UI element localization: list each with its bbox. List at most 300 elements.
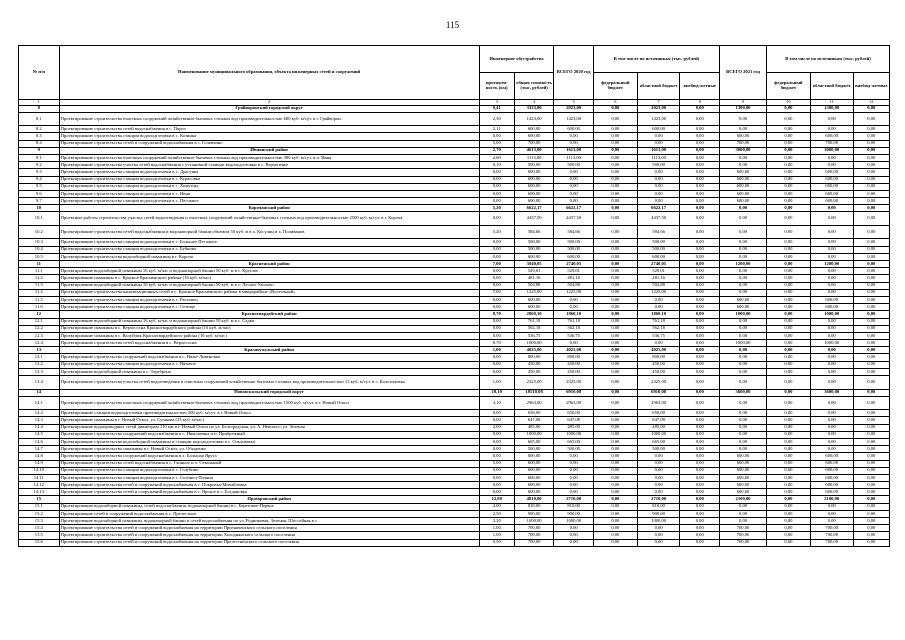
value-cell: 1000,00 — [554, 431, 594, 438]
value-cell: 0,00 — [680, 446, 720, 453]
value-cell: 900,00 — [514, 510, 554, 517]
value-cell: 0,00 — [720, 289, 767, 296]
value-cell: 0,00 — [810, 347, 853, 354]
value-cell: 4025,00 — [637, 347, 680, 354]
value-cell: 0,00 — [853, 482, 889, 489]
value-cell: 0,00 — [479, 453, 514, 460]
value-cell: 0,00 — [479, 361, 514, 368]
value-cell: 0,00 — [479, 282, 514, 289]
row-number: 9.7 — [19, 198, 60, 205]
table-row — [19, 304, 890, 311]
value-cell: 4025,00 — [554, 347, 594, 354]
value-cell: 0,00 — [680, 518, 720, 525]
row-number: 10 — [19, 205, 60, 212]
value-cell: 0,00 — [767, 518, 811, 525]
value-cell: 3,20 — [479, 518, 514, 525]
value-cell: 600,00 — [514, 126, 554, 133]
header-name: Наименование муниципального образования, объекта инженерных сетей и сооружений — [59, 46, 479, 100]
value-cell: 665,00 — [514, 438, 554, 445]
value-cell: 0,00 — [637, 453, 680, 460]
value-cell: 0,00 — [853, 112, 889, 126]
value-cell: 0,00 — [637, 525, 680, 532]
value-cell: 0,00 — [637, 133, 680, 140]
table-row — [19, 126, 890, 133]
value-cell: 0,00 — [720, 431, 767, 438]
value-cell: 0,00 — [637, 140, 680, 147]
value-cell: 0,00 — [680, 474, 720, 481]
value-cell: 0,00 — [853, 162, 889, 169]
value-cell: 2,70 — [479, 147, 514, 154]
value-cell: 0,00 — [593, 176, 637, 183]
value-cell: 600,00 — [720, 198, 767, 205]
value-cell: 0,00 — [680, 169, 720, 176]
value-cell: 0,00 — [767, 496, 811, 503]
value-cell: 1000,00 — [637, 431, 680, 438]
table-row — [19, 183, 890, 190]
value-cell: 4,00 — [479, 503, 514, 510]
value-cell: 0,00 — [720, 325, 767, 332]
value-cell: 2023,00 — [554, 105, 594, 112]
value-cell: 0,00 — [593, 296, 637, 303]
value-cell: 0,00 — [479, 190, 514, 197]
value-cell: 500,00 — [637, 246, 680, 253]
object-name: Проектирование станции водоподготовки производительностью 200 куб. м/сут. в г. Новый Оскол — [59, 410, 479, 417]
value-cell: 0,00 — [853, 126, 889, 133]
row-number: 8.2 — [19, 126, 60, 133]
value-cell: 0,00 — [853, 368, 889, 375]
column-index: 5 — [554, 100, 594, 106]
value-cell: 665,00 — [637, 438, 680, 445]
object-name: Проектирование строительства сетей и сооружений водоснабжения в с. Покровка-Михайловка — [59, 482, 479, 489]
table-row — [19, 539, 890, 546]
object-name: Проектирование строительства скважины в г. Новый Оскол, ул. Обыденко — [59, 446, 479, 453]
table-row — [19, 532, 890, 539]
value-cell: 0,00 — [767, 438, 811, 445]
object-name: Проектирование строительства канализационных сетей в с. Красное Красненского района в микрорайоне «Восточный» — [59, 289, 479, 296]
table-row — [19, 467, 890, 474]
value-cell: 600,00 — [514, 453, 554, 460]
value-cell: 600,00 — [720, 460, 767, 467]
value-cell: 0,00 — [853, 340, 889, 347]
object-name: Проектирование строительства станции водоподготовки в с. Драгунка — [59, 169, 479, 176]
value-cell: 0,00 — [767, 489, 811, 496]
value-cell: 0,00 — [593, 140, 637, 147]
value-cell: 0,00 — [680, 489, 720, 496]
value-cell: 1423,00 — [637, 112, 680, 126]
value-cell: 0,00 — [767, 275, 811, 282]
value-cell: 0,00 — [720, 376, 767, 390]
value-cell: 600,00 — [720, 474, 767, 481]
value-cell: 584,66 — [554, 225, 594, 239]
object-name: Проектирование водопроводных сетей диаметром 110 мм в г. Новый Оскол по ул. Белгородская, ул. А. Невского, ул. Зеленая — [59, 424, 479, 431]
column-index: 9 — [720, 100, 767, 106]
value-cell: 0,00 — [593, 162, 637, 169]
object-name: Проектирование строительства сетей и сооружений водоснабжения на территории Прелестненского сельского поселения — [59, 539, 479, 546]
value-cell: 600,00 — [810, 133, 853, 140]
object-name: Проектирование строительства сооружений водоснабжения в с. Николаевка и п. Прибрежный — [59, 431, 479, 438]
value-cell: 0,00 — [680, 453, 720, 460]
value-cell: 700,00 — [720, 525, 767, 532]
value-cell: 0,00 — [554, 474, 594, 481]
value-cell: 500,00 — [554, 239, 594, 246]
value-cell: 0,00 — [637, 304, 680, 311]
header-sources-2020: В том числе по источникам (тыс. рублей) — [593, 46, 719, 73]
value-cell: 800,00 — [637, 354, 680, 361]
value-cell: 0,00 — [479, 354, 514, 361]
value-cell: 6622,17 — [554, 205, 594, 212]
value-cell: 0,50 — [479, 539, 514, 546]
value-cell: 600,00 — [514, 198, 554, 205]
object-name: Проектирование строительства станции водоподготовки в с. Козинка — [59, 133, 479, 140]
value-cell: 600,00 — [514, 304, 554, 311]
value-cell: 0,00 — [810, 354, 853, 361]
value-cell: 500,00 — [637, 446, 680, 453]
value-cell: 481,16 — [514, 275, 554, 282]
value-cell: 450,00 — [637, 368, 680, 375]
value-cell: 1225,00 — [554, 289, 594, 296]
column-index: 4 — [514, 100, 554, 106]
value-cell: 500,00 — [514, 446, 554, 453]
row-number: 8 — [19, 105, 60, 112]
table-row — [19, 332, 890, 339]
value-cell: 1000,00 — [720, 340, 767, 347]
row-number: 14.12 — [19, 482, 60, 489]
column-index: 6 — [593, 100, 637, 106]
value-cell: 0,00 — [853, 446, 889, 453]
value-cell: 5,20 — [479, 205, 514, 212]
value-cell: 0,00 — [680, 460, 720, 467]
value-cell: 0,00 — [767, 431, 811, 438]
value-cell: 6622,17 — [637, 205, 680, 212]
value-cell: 0,00 — [680, 467, 720, 474]
value-cell: 529,01 — [554, 268, 594, 275]
value-cell: 0,00 — [767, 368, 811, 375]
object-name: Проектирование строительства сетей и сооружений водоснабжения в с. Головчино — [59, 140, 479, 147]
value-cell: 0,00 — [593, 340, 637, 347]
value-cell: 500,00 — [554, 162, 594, 169]
value-cell: 0,00 — [853, 496, 889, 503]
value-cell: 2325,00 — [554, 376, 594, 390]
value-cell: 761,18 — [637, 318, 680, 325]
value-cell: 600,00 — [810, 482, 853, 489]
row-number: 12.4 — [19, 340, 60, 347]
value-cell: 0,00 — [853, 282, 889, 289]
value-cell: 1113,00 — [554, 154, 594, 161]
row-number: 10.1 — [19, 212, 60, 226]
object-name: Проектирование строительства станции водоподготовки в с. Ивня — [59, 190, 479, 197]
object-name: Проектирование строительства сетей и сооружений водоснабжения в с. Ярское и с. Богдановка — [59, 489, 479, 496]
object-name: Проектирование строительства очистных сооружений хозяйственно-бытовых сточных вод производительностью 300 куб. м/сут. в п. Ивня — [59, 154, 479, 161]
table-row — [19, 453, 890, 460]
value-cell: 0,00 — [767, 417, 811, 424]
value-cell: 450,00 — [514, 368, 554, 375]
value-cell: 0,00 — [593, 438, 637, 445]
row-number: 15.4 — [19, 525, 60, 532]
value-cell: 0,00 — [637, 474, 680, 481]
value-cell: 0,00 — [810, 438, 853, 445]
value-cell: 2710,00 — [554, 496, 594, 503]
object-name: Красноужужский район — [59, 347, 479, 354]
value-cell: 529,01 — [637, 268, 680, 275]
value-cell: 0,00 — [593, 453, 637, 460]
value-cell: 0,00 — [593, 190, 637, 197]
row-number: 11.3 — [19, 282, 60, 289]
value-cell: 600,00 — [720, 183, 767, 190]
value-cell: 0,00 — [720, 332, 767, 339]
value-cell: 504,88 — [637, 282, 680, 289]
value-cell: 0,00 — [593, 253, 637, 260]
table-row — [19, 361, 890, 368]
value-cell: 0,00 — [853, 296, 889, 303]
value-cell: 0,00 — [554, 296, 594, 303]
value-cell: 0,00 — [479, 368, 514, 375]
value-cell: 600,00 — [514, 489, 554, 496]
value-cell: 0,00 — [680, 396, 720, 410]
value-cell: 0,00 — [767, 169, 811, 176]
table-row — [19, 482, 890, 489]
district-row — [19, 311, 890, 318]
value-cell: 0,00 — [554, 525, 594, 532]
table-row — [19, 282, 890, 289]
table-body — [19, 105, 890, 546]
value-cell: 0,00 — [720, 225, 767, 239]
row-number: 9.4 — [19, 176, 60, 183]
value-cell: 6910,08 — [554, 389, 594, 396]
value-cell: 0,00 — [853, 361, 889, 368]
value-cell: 600,00 — [720, 190, 767, 197]
value-cell: 810,00 — [514, 503, 554, 510]
value-cell: 1860,10 — [554, 311, 594, 318]
row-number: 11.1 — [19, 268, 60, 275]
value-cell: 0,00 — [853, 354, 889, 361]
value-cell: 600,00 — [554, 126, 594, 133]
value-cell: 485,00 — [514, 424, 554, 431]
value-cell: 600,00 — [810, 176, 853, 183]
value-cell: 8,70 — [479, 340, 514, 347]
header-cost: общая стоимость (тыс. рублей) — [514, 73, 554, 100]
value-cell: 0,00 — [479, 275, 514, 282]
value-cell: 0,00 — [593, 347, 637, 354]
value-cell: 0,00 — [720, 518, 767, 525]
value-cell: 600,00 — [720, 169, 767, 176]
value-cell: 600,00 — [514, 169, 554, 176]
value-cell: 0,00 — [554, 140, 594, 147]
value-cell: 0,00 — [853, 467, 889, 474]
table-row — [19, 340, 890, 347]
value-cell: 600,00 — [810, 453, 853, 460]
value-cell: 0,00 — [767, 212, 811, 226]
value-cell: 0,00 — [767, 460, 811, 467]
value-cell: 0,00 — [810, 225, 853, 239]
value-cell: 0,00 — [853, 396, 889, 410]
value-cell: 0,00 — [680, 318, 720, 325]
row-number: 8.1 — [19, 112, 60, 126]
value-cell: 0,00 — [810, 239, 853, 246]
page-number: 115 — [445, 20, 460, 30]
value-cell: 0,00 — [853, 140, 889, 147]
table-row — [19, 154, 890, 161]
value-cell: 0,00 — [853, 205, 889, 212]
object-name: Грайворонский городской округ — [59, 105, 479, 112]
value-cell: 2740,05 — [637, 261, 680, 268]
value-cell: 0,00 — [479, 467, 514, 474]
object-name: Проектирование строительства станции водоподготовки в с. Большое Песчаное — [59, 239, 479, 246]
value-cell: 0,00 — [853, 268, 889, 275]
value-cell: 0,00 — [767, 410, 811, 417]
row-number: 14.7 — [19, 446, 60, 453]
value-cell: 0,00 — [767, 126, 811, 133]
row-number: 10.2 — [19, 225, 60, 239]
row-number: 12 — [19, 311, 60, 318]
value-cell: 450,00 — [514, 361, 554, 368]
object-name: Красненский район — [59, 261, 479, 268]
value-cell: 0,00 — [593, 261, 637, 268]
value-cell: 2,11 — [479, 126, 514, 133]
value-cell: 1,00 — [479, 532, 514, 539]
value-cell: 500,00 — [514, 162, 554, 169]
value-cell: 0,00 — [853, 410, 889, 417]
value-cell: 0,00 — [593, 368, 637, 375]
value-cell: 0,00 — [767, 105, 811, 112]
value-cell: 600,00 — [810, 460, 853, 467]
value-cell: 0,00 — [554, 453, 594, 460]
object-name: Проектирование строительства станции водоподготовки в с. Бубново — [59, 246, 479, 253]
value-cell: 600,00 — [514, 190, 554, 197]
value-cell: 0,00 — [637, 169, 680, 176]
value-cell: 600,00 — [720, 453, 767, 460]
row-number: 11 — [19, 261, 60, 268]
value-cell: 0,00 — [593, 467, 637, 474]
value-cell: 0,00 — [853, 525, 889, 532]
value-cell: 0,00 — [810, 212, 853, 226]
value-cell: 0,00 — [853, 503, 889, 510]
value-cell: 600,00 — [514, 474, 554, 481]
value-cell: 0,00 — [810, 332, 853, 339]
value-cell: 536,75 — [637, 332, 680, 339]
table-row — [19, 133, 890, 140]
table-row — [19, 239, 890, 246]
value-cell: 0,00 — [853, 304, 889, 311]
value-cell: 1300,00 — [810, 105, 853, 112]
row-number: 14.8 — [19, 453, 60, 460]
object-name: Проектирование строительства станции водоподготовки в с. Вязовое — [59, 361, 479, 368]
value-cell: 0,00 — [593, 482, 637, 489]
value-cell: 0,00 — [593, 474, 637, 481]
value-cell: 0,00 — [593, 332, 637, 339]
value-cell: 0,00 — [767, 318, 811, 325]
value-cell: 0,00 — [810, 431, 853, 438]
object-name: Проектирование строительства очистных сооружений хозяйственно-бытовых сточных вод производительностью 1500 куб. м/сут. в г. Новый Оскол — [59, 396, 479, 410]
value-cell: 0,00 — [853, 424, 889, 431]
value-cell: 0,00 — [720, 438, 767, 445]
value-cell: 0,00 — [593, 311, 637, 318]
value-cell: 0,00 — [853, 376, 889, 390]
value-cell: 500,00 — [554, 246, 594, 253]
value-cell: 0,00 — [637, 467, 680, 474]
object-name: Проектирование строительства станции водоподготовки в с. Хомутцы — [59, 183, 479, 190]
value-cell: 0,00 — [680, 503, 720, 510]
value-cell: 0,00 — [479, 212, 514, 226]
header-regional-2021: областной бюджет — [810, 73, 853, 100]
value-cell: 0,00 — [767, 332, 811, 339]
value-cell: 1200,00 — [720, 261, 767, 268]
value-cell: 600,00 — [514, 133, 554, 140]
row-number: 9.1 — [19, 154, 60, 161]
value-cell: 485,00 — [637, 424, 680, 431]
value-cell: 4025,00 — [514, 347, 554, 354]
value-cell: 0,00 — [593, 431, 637, 438]
value-cell: 0,00 — [810, 446, 853, 453]
object-name: Проектирование строительства сетей водоснабжения в с. Верхососна — [59, 340, 479, 347]
value-cell: 450,00 — [554, 368, 594, 375]
value-cell: 0,00 — [853, 325, 889, 332]
value-cell: 1860,10 — [637, 311, 680, 318]
value-cell: 0,00 — [810, 361, 853, 368]
value-cell: 1000,00 — [810, 311, 853, 318]
table-row — [19, 162, 890, 169]
value-cell: 0,00 — [853, 489, 889, 496]
value-cell: 810,00 — [637, 503, 680, 510]
value-cell: 0,00 — [593, 198, 637, 205]
row-number: 12.1 — [19, 318, 60, 325]
value-cell: 0,00 — [853, 460, 889, 467]
object-name: Проектирование водозаборной скважины, сетей водоснабжения, водонапорной башни в с. Береговое-Первое — [59, 503, 479, 510]
object-name: Проектирование скважины в г. Новый Оскол, ул. Сушкова (25 куб. м/час) — [59, 417, 479, 424]
table-row — [19, 225, 890, 239]
row-number: 8.3 — [19, 133, 60, 140]
value-cell: 0,00 — [554, 169, 594, 176]
value-cell: 0,00 — [593, 105, 637, 112]
value-cell: 0,00 — [554, 467, 594, 474]
row-number: 15.5 — [19, 532, 60, 539]
value-cell: 700,00 — [810, 140, 853, 147]
value-cell: 0,00 — [853, 133, 889, 140]
value-cell: 0,00 — [767, 304, 811, 311]
value-cell: 0,00 — [767, 176, 811, 183]
object-name: Проектирование водозаборной скважины 16 куб. м/час и водонапорной башни 50 куб. м в с. Круглое — [59, 268, 479, 275]
value-cell: 700,00 — [514, 140, 554, 147]
value-cell: 0,00 — [680, 261, 720, 268]
value-cell: 3,10 — [479, 396, 514, 410]
value-cell: 0,00 — [680, 105, 720, 112]
value-cell: 0,00 — [680, 482, 720, 489]
row-number: 10.3 — [19, 239, 60, 246]
value-cell: 761,18 — [514, 318, 554, 325]
value-cell: 0,00 — [680, 198, 720, 205]
table-row — [19, 424, 890, 431]
object-name: Проектирование строительства участка сетей водоотведения и очистных сооружений хозяйственно-бытовых сточных вод производительностью 15 куб. м/сут. в с. Колотиловка — [59, 376, 479, 390]
value-cell: 450,00 — [554, 361, 594, 368]
header-length: протяжён-ность (км) — [479, 73, 514, 100]
row-number: 15.2 — [19, 510, 60, 517]
value-cell: 0,00 — [593, 496, 637, 503]
value-cell: 0,00 — [479, 183, 514, 190]
value-cell: 0,00 — [593, 112, 637, 126]
value-cell: 6910,08 — [637, 389, 680, 396]
value-cell: 0,00 — [680, 176, 720, 183]
value-cell: 600,00 — [810, 190, 853, 197]
value-cell: 0,00 — [479, 325, 514, 332]
value-cell: 700,00 — [810, 539, 853, 546]
value-cell: 0,00 — [853, 347, 889, 354]
value-cell: 10,10 — [479, 389, 514, 396]
table-row — [19, 275, 890, 282]
value-cell: 0,00 — [593, 446, 637, 453]
value-cell: 0,00 — [593, 417, 637, 424]
header-extra-2021: внебюд-жетные — [853, 73, 889, 100]
value-cell: 2,60 — [479, 154, 514, 161]
value-cell: 1113,00 — [637, 154, 680, 161]
